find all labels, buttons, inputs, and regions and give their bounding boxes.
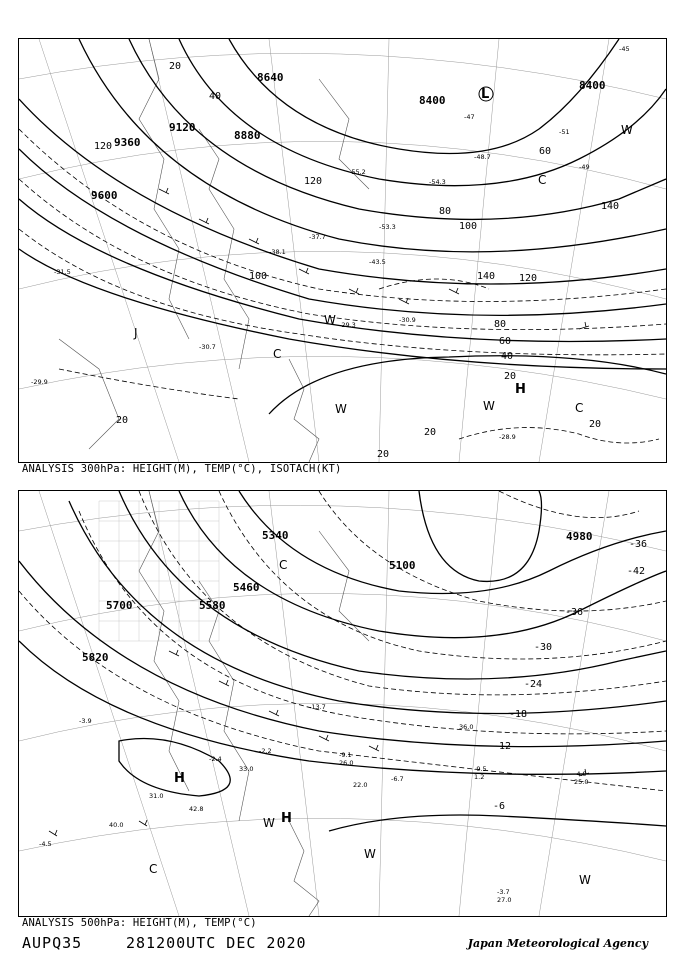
- height-label: 5460: [233, 581, 260, 594]
- pressure-system-high: H: [174, 771, 185, 786]
- temp-label: -38.1: [269, 248, 286, 256]
- warm-label: W: [621, 123, 633, 137]
- height-label: 9120: [169, 121, 196, 134]
- height-label: 5100: [389, 559, 416, 572]
- warm-label: W: [364, 847, 376, 861]
- chart-code: AUPQ35: [22, 934, 83, 952]
- height-label: 5820: [82, 651, 109, 664]
- temp-label: -2.4: [209, 755, 222, 763]
- temp-label: -4.9: [574, 770, 587, 778]
- temp-label: -37.7: [309, 233, 326, 241]
- isotach-label: 60: [539, 146, 552, 157]
- cold-label: C: [279, 558, 288, 572]
- isotach-label: 20: [589, 419, 602, 430]
- isotach-label: 120: [94, 141, 113, 152]
- temp-label: -45: [619, 45, 630, 53]
- caption-300hpa: ANALYSIS 300hPa: HEIGHT(M), TEMP(°C), ISOTACH(KT): [22, 463, 342, 475]
- temp-label: -53.3: [379, 223, 396, 231]
- isotherm-label: -36: [629, 539, 648, 550]
- dewpoint-label: 27.0: [497, 896, 512, 904]
- isotherm-label: -12: [493, 741, 512, 752]
- temp-label: -30.7: [199, 343, 216, 351]
- height-label: 8640: [257, 71, 284, 84]
- height-label: 9600: [91, 189, 118, 202]
- chart-300hpa: [18, 38, 667, 463]
- isotach-label: 140: [601, 201, 620, 212]
- isotach-label: 120: [519, 273, 538, 284]
- isotach-label: 100: [249, 271, 268, 282]
- height-label: 5700: [106, 599, 133, 612]
- isotach-label: 20: [377, 449, 390, 460]
- jet-label: J: [134, 326, 138, 340]
- isotach-label: 80: [439, 206, 452, 217]
- isotach-label: 40: [209, 91, 222, 102]
- isotherm-label: -6: [493, 801, 506, 812]
- temp-label: -54.3: [429, 178, 446, 186]
- cold-label: C: [149, 862, 158, 876]
- isotach-label: 80: [494, 319, 507, 330]
- height-contours: [19, 39, 666, 414]
- warm-label: W: [263, 816, 275, 830]
- temp-label: -6.7: [391, 775, 404, 783]
- height-label: 9360: [114, 136, 141, 149]
- temp-label: -47: [464, 113, 475, 121]
- map-500hpa: [19, 491, 666, 916]
- isotherm-label: -24: [524, 679, 543, 690]
- temp-label: -3.7: [497, 888, 510, 896]
- height-label: 5340: [262, 529, 289, 542]
- isotach-label: 20: [116, 415, 129, 426]
- dewpoint-label: 22.0: [353, 781, 368, 789]
- dewpoint-label: 31.0: [149, 792, 164, 800]
- temp-label: -30.9: [399, 316, 416, 324]
- warm-label: W: [335, 402, 347, 416]
- temp-label: -43.5: [369, 258, 386, 266]
- temp-label: -3.9: [79, 717, 92, 725]
- pressure-system-low: L: [481, 87, 490, 102]
- chart-500hpa: [18, 490, 667, 917]
- valid-time: 281200UTC DEC 2020: [126, 934, 307, 952]
- dewpoint-label: 36.0: [459, 723, 474, 731]
- isotach-label: 20: [169, 61, 182, 72]
- height-label: 8400: [419, 94, 446, 107]
- temp-label: -28.9: [499, 433, 516, 441]
- dewpoint-label: 26.0: [339, 759, 354, 767]
- pressure-system-high: H: [515, 382, 526, 397]
- temp-label: -29.9: [31, 378, 48, 386]
- dewpoint-label: 25.0: [574, 778, 589, 786]
- isotach-label: 100: [459, 221, 478, 232]
- cold-label: C: [538, 173, 547, 187]
- temp-label: -31.5: [54, 268, 71, 276]
- dewpoint-label: 33.0: [239, 765, 254, 773]
- temp-label: -13.7: [309, 703, 326, 711]
- cold-label: C: [575, 401, 584, 415]
- graticule: [19, 491, 666, 916]
- height-label: 4980: [566, 530, 593, 543]
- height-label: 8880: [234, 129, 261, 142]
- temp-label: -49: [579, 163, 590, 171]
- temp-label: -2.2: [259, 747, 272, 755]
- isotherm-label: -30: [534, 642, 553, 653]
- coastline: [59, 39, 369, 462]
- isotherm-label: -18: [509, 709, 528, 720]
- isotach-label: 20: [504, 371, 517, 382]
- temp-label: -55.2: [349, 168, 366, 176]
- station-grid: [99, 501, 219, 641]
- dewpoint-label: 40.0: [109, 821, 124, 829]
- pressure-system-high: H: [281, 811, 292, 826]
- warm-label: W: [483, 399, 495, 413]
- temp-label: -9.1: [339, 751, 352, 759]
- isotach-contours: [19, 129, 666, 443]
- temp-label: -4.5: [39, 840, 52, 848]
- caption-500hpa: ANALYSIS 500hPa: HEIGHT(M), TEMP(°C): [22, 917, 257, 929]
- height-label: 5580: [199, 599, 226, 612]
- temp-label: -9.5: [474, 765, 487, 773]
- temp-label: -29.3: [339, 321, 356, 329]
- isotach-label: 60: [499, 336, 512, 347]
- temp-label: -51: [559, 128, 570, 136]
- dewpoint-label: 1.2: [474, 773, 485, 781]
- isotach-label: 40: [501, 351, 514, 362]
- temp-label: -48.7: [474, 153, 491, 161]
- map-300hpa: [19, 39, 666, 462]
- warm-label: W: [324, 313, 336, 327]
- warm-label: W: [579, 873, 591, 887]
- dewpoint-label: 42.8: [189, 805, 204, 813]
- isotherm-label: -42: [627, 566, 646, 577]
- isotach-label: 120: [304, 176, 323, 187]
- agency-name: Japan Meteorological Agency: [467, 937, 648, 950]
- cold-label: C: [273, 347, 282, 361]
- isotach-label: 140: [477, 271, 496, 282]
- isotherm-label: -36: [565, 607, 584, 618]
- height-label: 8400: [579, 79, 606, 92]
- isotach-label: 20: [424, 427, 437, 438]
